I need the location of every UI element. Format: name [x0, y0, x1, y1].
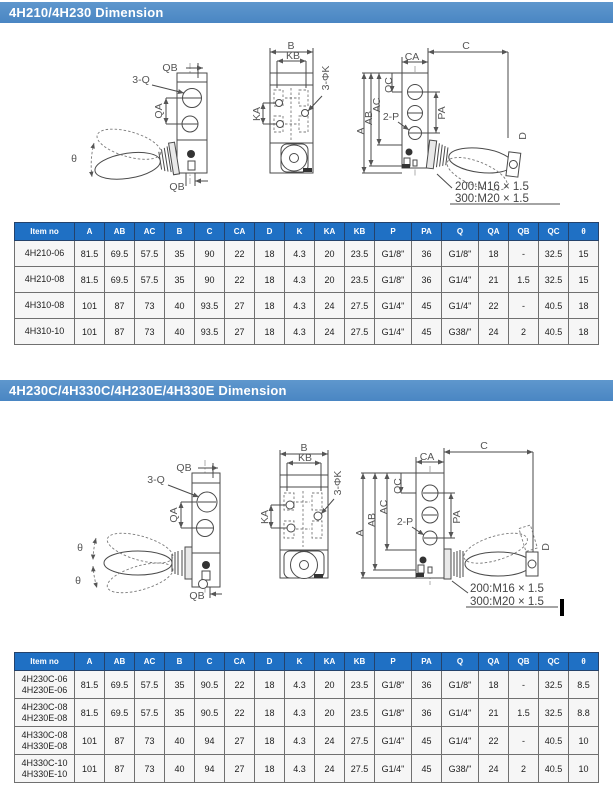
- dimension-cell: 18: [569, 293, 599, 319]
- dimension-cell: 94: [195, 727, 225, 755]
- dimension-cell: 24: [315, 755, 345, 783]
- dimension-cell: 27: [225, 727, 255, 755]
- column-header: C: [195, 223, 225, 241]
- dimension-table-4h230c: [14, 652, 599, 783]
- dimension-cell: 81.5: [75, 699, 105, 727]
- dimension-cell: 4.3: [285, 727, 315, 755]
- dim-label-2p: 2-P: [396, 516, 414, 528]
- section1-title-bar: [0, 2, 613, 23]
- dimension-cell: 18: [255, 671, 285, 699]
- dimension-cell: 81.5: [75, 241, 105, 267]
- dimension-cell: G1/8": [375, 267, 412, 293]
- section1-title: 4H210/4H230 Dimension: [9, 5, 164, 20]
- dimension-cell: 40.5: [539, 319, 569, 345]
- dimension-cell: 32.5: [539, 267, 569, 293]
- column-header: QC: [539, 653, 569, 671]
- dimension-cell: 18: [479, 671, 509, 699]
- dimension-cell: 21: [479, 267, 509, 293]
- column-header: CA: [225, 223, 255, 241]
- dimension-cell: 24: [315, 727, 345, 755]
- dimension-cell: 27: [225, 319, 255, 345]
- dim-label-qc: QC: [383, 77, 395, 93]
- dimension-cell: 21: [479, 699, 509, 727]
- dimension-cell: 32.5: [539, 241, 569, 267]
- table-row: [15, 727, 599, 755]
- dim-label-qb-top: QB: [162, 62, 178, 74]
- dim-label-a: A: [355, 127, 367, 135]
- dimension-cell: G38/": [442, 319, 479, 345]
- dimension-cell: 73: [135, 319, 165, 345]
- dimension-cell: G1/8": [375, 241, 412, 267]
- dimension-cell: 22: [479, 727, 509, 755]
- dim-label-kb: KB: [297, 452, 313, 464]
- dimension-cell: 101: [75, 319, 105, 345]
- dimension-cell: 18: [569, 319, 599, 345]
- column-header: PA: [412, 653, 442, 671]
- dimension-cell: 4.3: [285, 267, 315, 293]
- dim-label-c: C: [462, 40, 470, 52]
- dimension-cell: G1/4": [442, 727, 479, 755]
- column-header: θ: [569, 223, 599, 241]
- header-row: [15, 653, 599, 671]
- column-header: KB: [345, 223, 375, 241]
- dim-label-qb-bottom: QB: [189, 590, 205, 602]
- dimension-cell: 18: [479, 241, 509, 267]
- dim-label-3q: 3-Q: [132, 74, 150, 86]
- dimension-cell: 57.5: [135, 671, 165, 699]
- column-header: A: [75, 223, 105, 241]
- dimension-cell: 18: [255, 755, 285, 783]
- dimension-cell: 2: [509, 319, 539, 345]
- dimension-table-4h230c-wrap: [14, 652, 599, 783]
- dimension-cell: 35: [165, 699, 195, 727]
- dimension-cell: 36: [412, 699, 442, 727]
- thread-note-200: 200:M16 × 1.5: [470, 583, 544, 595]
- dimension-cell: 22: [225, 671, 255, 699]
- dimension-cell: 90.5: [195, 699, 225, 727]
- dimension-cell: 35: [165, 671, 195, 699]
- dim-label-b: B: [300, 442, 308, 454]
- dimension-cell: G1/4": [442, 267, 479, 293]
- dimension-cell: 36: [412, 241, 442, 267]
- dim-label-kb: KB: [285, 50, 301, 62]
- dimension-cell: G1/4": [375, 319, 412, 345]
- dimension-drawing-4h210: [0, 30, 613, 225]
- dimension-cell: 94: [195, 755, 225, 783]
- table-row: [15, 699, 599, 727]
- dimension-cell: 36: [412, 671, 442, 699]
- dimension-cell: 90.5: [195, 671, 225, 699]
- dimension-table-4h210: [14, 222, 599, 345]
- dimension-cell: 69.5: [105, 671, 135, 699]
- dimension-cell: 15: [569, 267, 599, 293]
- dimension-cell: 20: [315, 671, 345, 699]
- dimension-cell: 35: [165, 267, 195, 293]
- header-row: [15, 223, 599, 241]
- column-header: P: [375, 653, 412, 671]
- dim-label-ab: AB: [366, 512, 378, 528]
- dimension-cell: 32.5: [539, 671, 569, 699]
- dimension-cell: 40: [165, 755, 195, 783]
- dimension-cell: 73: [135, 293, 165, 319]
- dim-label-ab: AB: [363, 110, 375, 126]
- dimension-cell: 93.5: [195, 319, 225, 345]
- dimension-cell: 22: [225, 241, 255, 267]
- dimension-cell: 40.5: [539, 293, 569, 319]
- dimension-cell: 32.5: [539, 699, 569, 727]
- dimension-cell: G1/4": [375, 293, 412, 319]
- dimension-cell: 22: [225, 267, 255, 293]
- dimension-cell: 24: [479, 755, 509, 783]
- column-header: PA: [412, 223, 442, 241]
- column-header: QB: [509, 653, 539, 671]
- dim-label-d: D: [517, 132, 529, 140]
- dim-label-b: B: [287, 40, 295, 52]
- dim-label-ka: KA: [259, 509, 271, 525]
- front-view: [71, 62, 208, 193]
- dim-label-ac: AC: [378, 499, 390, 515]
- dimension-cell: 27.5: [345, 727, 375, 755]
- dimension-cell: 40.5: [539, 727, 569, 755]
- dimension-cell: 23.5: [345, 671, 375, 699]
- top-view: [259, 442, 344, 579]
- dimension-cell: 87: [105, 755, 135, 783]
- item-no-cell: 4H330C-10 4H330E-10: [15, 755, 75, 783]
- dim-label-ac: AC: [371, 97, 383, 113]
- dim-label-ka: KA: [251, 106, 263, 122]
- dimension-cell: 36: [412, 267, 442, 293]
- dimension-cell: 15: [569, 241, 599, 267]
- column-header: B: [165, 223, 195, 241]
- section2-title: 4H230C/4H330C/4H230E/4H330E Dimension: [9, 383, 287, 398]
- dimension-cell: 22: [479, 293, 509, 319]
- dimension-cell: 1.5: [509, 267, 539, 293]
- item-no-cell: 4H210-08: [15, 267, 75, 293]
- dimension-cell: 45: [412, 727, 442, 755]
- dimension-cell: G1/8": [375, 699, 412, 727]
- dimension-cell: 101: [75, 293, 105, 319]
- dimension-cell: 45: [412, 319, 442, 345]
- dimension-table-4h210-wrap: [14, 222, 599, 345]
- cursor-artifact: [560, 599, 564, 616]
- dimension-cell: 8.5: [569, 671, 599, 699]
- dimension-cell: G1/8": [375, 671, 412, 699]
- dim-label-d: D: [540, 543, 552, 551]
- column-header: KB: [345, 653, 375, 671]
- column-header: K: [285, 223, 315, 241]
- dimension-cell: 101: [75, 727, 105, 755]
- dim-label-qa: QA: [168, 507, 180, 523]
- dimension-cell: G1/4": [375, 727, 412, 755]
- dimension-cell: 23.5: [345, 241, 375, 267]
- dimension-cell: 4.3: [285, 755, 315, 783]
- dimension-cell: G38/": [442, 755, 479, 783]
- column-header: B: [165, 653, 195, 671]
- dimension-cell: 69.5: [105, 241, 135, 267]
- dimension-cell: 57.5: [135, 699, 165, 727]
- dimension-cell: 18: [255, 267, 285, 293]
- dimension-cell: 18: [255, 319, 285, 345]
- dim-label-ca: CA: [404, 51, 420, 63]
- dimension-cell: 24: [315, 319, 345, 345]
- dimension-cell: 22: [225, 699, 255, 727]
- dimension-cell: 90: [195, 241, 225, 267]
- dimension-cell: 24: [479, 319, 509, 345]
- column-header: AC: [135, 223, 165, 241]
- item-no-cell: 4H330C-08 4H330E-08: [15, 727, 75, 755]
- dim-label-theta: θ: [71, 153, 77, 165]
- dim-label-theta-upper: θ: [77, 542, 83, 554]
- column-header: Item no: [15, 653, 75, 671]
- dimension-cell: 24: [315, 293, 345, 319]
- dimension-cell: 2: [509, 755, 539, 783]
- item-no-cell: 4H230C-08 4H230E-08: [15, 699, 75, 727]
- table-row: [15, 267, 599, 293]
- column-header: Q: [442, 223, 479, 241]
- dim-label-qc: QC: [392, 478, 404, 494]
- dimension-cell: 27: [225, 755, 255, 783]
- item-no-cell: 4H230C-06 4H230E-06: [15, 671, 75, 699]
- dimension-cell: 10: [569, 755, 599, 783]
- dimension-cell: G1/4": [442, 699, 479, 727]
- dimension-cell: 20: [315, 699, 345, 727]
- column-header: QB: [509, 223, 539, 241]
- dim-label-pa: PA: [436, 106, 448, 120]
- column-header: QA: [479, 653, 509, 671]
- dimension-cell: 27.5: [345, 293, 375, 319]
- dim-label-c: C: [480, 440, 488, 452]
- column-header: θ: [569, 653, 599, 671]
- dim-label-3q: 3-Q: [147, 474, 165, 486]
- dimension-cell: 57.5: [135, 241, 165, 267]
- thread-note-300: 300:M20 × 1.5: [455, 193, 529, 205]
- dimension-cell: 4.3: [285, 293, 315, 319]
- dimension-cell: 87: [105, 727, 135, 755]
- dim-label-2p: 2-P: [382, 111, 400, 123]
- dimension-cell: -: [509, 671, 539, 699]
- dimension-cell: 18: [255, 699, 285, 727]
- dimension-cell: 10: [569, 727, 599, 755]
- dimension-cell: 73: [135, 727, 165, 755]
- dimension-cell: 45: [412, 755, 442, 783]
- dimension-cell: 27.5: [345, 319, 375, 345]
- column-header: D: [255, 653, 285, 671]
- dim-label-qb-bottom: QB: [169, 181, 185, 193]
- table-row: [15, 755, 599, 783]
- section2-title-bar: [0, 380, 613, 401]
- dimension-cell: 1.5: [509, 699, 539, 727]
- top-view: [251, 40, 332, 173]
- dimension-cell: G1/4": [375, 755, 412, 783]
- dimension-cell: 81.5: [75, 671, 105, 699]
- column-header: AC: [135, 653, 165, 671]
- column-header: QA: [479, 223, 509, 241]
- dimension-cell: 101: [75, 755, 105, 783]
- table-row: [15, 241, 599, 267]
- dimension-cell: 4.3: [285, 671, 315, 699]
- dimension-cell: 69.5: [105, 267, 135, 293]
- dimension-cell: 4.3: [285, 319, 315, 345]
- dimension-cell: 40.5: [539, 755, 569, 783]
- dimension-cell: 81.5: [75, 267, 105, 293]
- dim-label-3phik: 3-ΦK: [320, 65, 332, 91]
- column-header: Q: [442, 653, 479, 671]
- dimension-cell: 40: [165, 319, 195, 345]
- side-view: [354, 440, 564, 616]
- dim-label-qb-top: QB: [176, 462, 192, 474]
- dim-label-ca: CA: [419, 451, 435, 463]
- dimension-cell: 4.3: [285, 241, 315, 267]
- column-header: P: [375, 223, 412, 241]
- thread-note-300: 300:M20 × 1.5: [470, 596, 544, 608]
- column-header: CA: [225, 653, 255, 671]
- column-header: QC: [539, 223, 569, 241]
- dimension-cell: 45: [412, 293, 442, 319]
- dimension-cell: 90: [195, 267, 225, 293]
- column-header: D: [255, 223, 285, 241]
- table-row: [15, 293, 599, 319]
- column-header: AB: [105, 223, 135, 241]
- side-view: [355, 40, 560, 205]
- dimension-cell: 8.8: [569, 699, 599, 727]
- item-no-cell: 4H310-08: [15, 293, 75, 319]
- dimension-cell: G1/8": [442, 241, 479, 267]
- dimension-cell: 87: [105, 319, 135, 345]
- dimension-cell: 57.5: [135, 267, 165, 293]
- column-header: Item no: [15, 223, 75, 241]
- dimension-cell: 40: [165, 293, 195, 319]
- dim-label-a: A: [354, 529, 366, 537]
- dimension-cell: 4.3: [285, 699, 315, 727]
- table-row: [15, 319, 599, 345]
- thread-note-200: 200:M16 × 1.5: [455, 181, 529, 193]
- dimension-cell: 20: [315, 267, 345, 293]
- dimension-cell: 27.5: [345, 755, 375, 783]
- front-view: [75, 460, 222, 602]
- dimension-cell: -: [509, 727, 539, 755]
- dimension-cell: 40: [165, 727, 195, 755]
- dimension-cell: 69.5: [105, 699, 135, 727]
- table-row: [15, 671, 599, 699]
- dimension-cell: 23.5: [345, 267, 375, 293]
- column-header: A: [75, 653, 105, 671]
- dimension-cell: 23.5: [345, 699, 375, 727]
- dimension-cell: G1/4": [442, 293, 479, 319]
- dimension-cell: 18: [255, 241, 285, 267]
- dimension-cell: 73: [135, 755, 165, 783]
- column-header: KA: [315, 223, 345, 241]
- dimension-cell: 93.5: [195, 293, 225, 319]
- dimension-cell: -: [509, 241, 539, 267]
- item-no-cell: 4H210-06: [15, 241, 75, 267]
- dim-label-qa: QA: [153, 103, 165, 119]
- dim-label-theta-lower: θ: [75, 575, 81, 587]
- column-header: KA: [315, 653, 345, 671]
- dimension-cell: 18: [255, 727, 285, 755]
- column-header: K: [285, 653, 315, 671]
- dimension-cell: 18: [255, 293, 285, 319]
- dimension-cell: 35: [165, 241, 195, 267]
- dim-label-3phik: 3-ΦK: [332, 470, 344, 496]
- dimension-cell: 27: [225, 293, 255, 319]
- dimension-cell: 87: [105, 293, 135, 319]
- dimension-cell: G1/8": [442, 671, 479, 699]
- dim-label-pa: PA: [451, 510, 463, 524]
- item-no-cell: 4H310-10: [15, 319, 75, 345]
- dimension-cell: -: [509, 293, 539, 319]
- column-header: AB: [105, 653, 135, 671]
- column-header: C: [195, 653, 225, 671]
- dimension-drawing-4h230c: [0, 435, 613, 650]
- dimension-cell: 20: [315, 241, 345, 267]
